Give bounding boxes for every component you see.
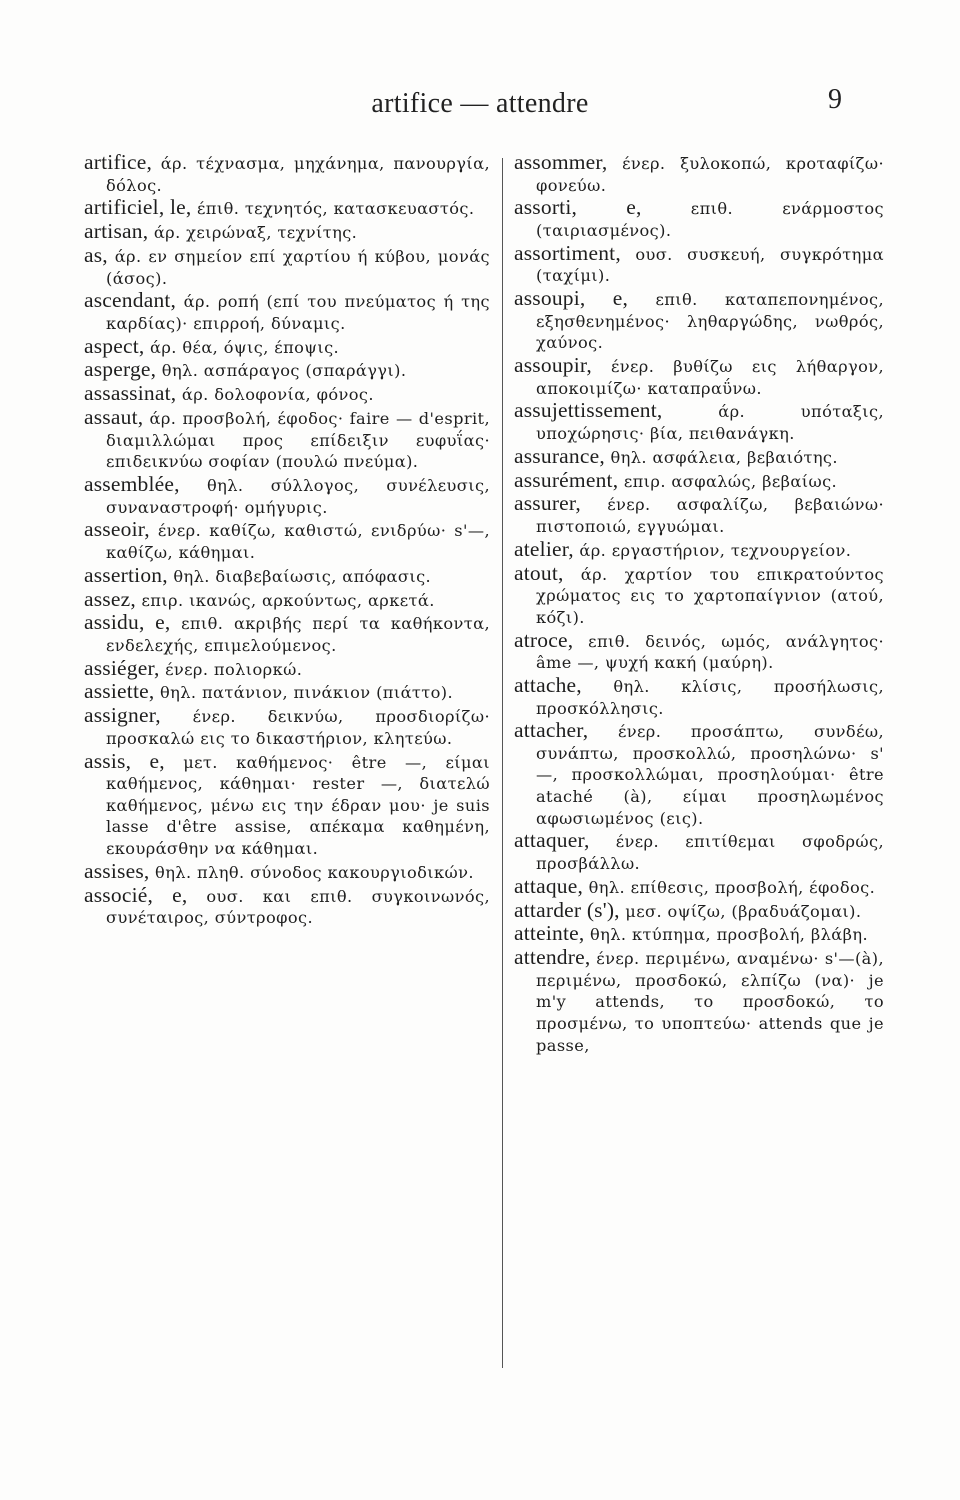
dictionary-entry (84, 655, 490, 681)
dictionary-entry (84, 359, 490, 382)
entry-headword: associé, e, (84, 882, 188, 907)
entry-definition: ένερ. περιμένω, αναμένω· s'—(à), περιμένω, προσδοκώ, ελπίζω (να)· je m'y attends, το προσδοκώ, το προσμένω, το υποπτεύω· attends que je passe, (536, 949, 884, 1055)
dictionary-entry (84, 519, 490, 563)
dictionary-entry (514, 897, 884, 923)
entry-headword: assiette, (84, 679, 155, 704)
dictionary-entry (84, 748, 490, 860)
dictionary-entry (84, 290, 490, 334)
entry-headword: assertion, (84, 562, 168, 587)
entry-headword: assez, (84, 586, 136, 611)
entry-definition: θηλ. πατάνιον, πινάκιον (πιάττο). (154, 683, 454, 703)
dictionary-entry (84, 407, 490, 473)
entry-definition: ένερ. βυθίζω εις λήθαργον, αποκοιμίζω· καταπραΰνω. (536, 357, 884, 398)
entry-headword: atout, (514, 560, 564, 585)
entry-headword: attache, (514, 672, 582, 697)
entry-definition: επιθ. ακριβής περί τα καθήκοντα, ενδελεχής, επιμελούμενος. (106, 614, 490, 655)
entry-definition: άρ. ροπή (επί του πνεύματος ή της καρδίας)· επιρροή, δύναμις. (106, 292, 490, 333)
entry-headword: artisan, (84, 219, 149, 244)
entry-definition: άρ. τέχνασμα, μηχάνημα, πανουργία, δόλος. (106, 154, 490, 195)
entry-headword: assurance, (514, 443, 605, 468)
entry-definition: ένερ. προσάπτω, συνδέω, συνάπτω, προσκολλώ, προσηλώνω· s' —, προσκολλώμαι, προσηλούμαι· être ataché (à), είμαι προσηλωμένος αφωσιωμένος (εις). (536, 722, 884, 828)
entry-definition: θηλ. ασπάραγος (σπαράγγι). (156, 361, 407, 381)
dictionary-entry (514, 672, 884, 719)
page-header (0, 84, 960, 128)
entry-definition: ένερ. δεικνύω, προσδιορίζω· προσκαλώ εις το δικαστήριον, κλητεύω. (106, 707, 490, 748)
entry-definition: άρ. εν σημείον επί χαρτίου ή κύβου, μονάς (άσος). (106, 246, 490, 288)
entry-definition: ένερ. επιτίθεμαι σφοδρώς, προσβάλλω. (536, 832, 884, 874)
entry-headword: assidu, e, (84, 610, 171, 635)
dictionary-entry (514, 873, 884, 899)
entry-headword: as, (84, 242, 108, 267)
entry-headword: assorti, e, (514, 195, 642, 220)
dictionary-entry (514, 400, 884, 444)
entry-headword: attacher, (514, 718, 589, 743)
entry-headword: assurément, (514, 467, 619, 492)
dictionary-entry (84, 612, 490, 656)
entry-headword: asperge, (84, 357, 157, 382)
dictionary-entry (514, 536, 884, 562)
dictionary-entry (84, 221, 490, 244)
entry-definition: ουσ. και επιθ. συγκοινωνός, συνέταιρος, σύντροφος. (106, 886, 490, 928)
entry-headword: assoupi, e, (514, 286, 629, 311)
dictionary-entry (514, 830, 884, 874)
entry-headword: assommer, (514, 150, 608, 174)
entry-headword: assujettissement, (514, 398, 663, 423)
dictionary-entry (84, 474, 490, 518)
dictionary-entry (84, 197, 490, 220)
left-column (84, 152, 490, 930)
entry-headword: assurer, (514, 491, 582, 516)
entry-definition: θηλ. διαβεβαίωσις, απόφασις. (167, 566, 432, 586)
dictionary-entry (84, 152, 490, 196)
dictionary-entry (84, 242, 490, 289)
entry-definition: άρ. χειρώναξ, τεχνίτης. (148, 223, 358, 243)
entry-definition: μετ. καθήμενος· être —, είμαι καθήμενος, κάθημαι· rester —, διατελώ καθήμενος, μένω εις την έδραν μου· je suis lasse d'être assise, απέκαμα καθημένη, εκουράσθην να κάθημαι. (106, 752, 490, 858)
dictionary-entry (514, 560, 884, 629)
entry-definition: άρ. εργαστήριον, τεχνουργείον. (573, 540, 852, 560)
dictionary-entry (84, 333, 490, 359)
dictionary-entry (514, 152, 884, 196)
entry-definition: άρ. προσβολή, έφοδος· faire — d'esprit, διαμιλλώμαι προς επίδειξιν ευφυΐας· επιδεικνύω σοφίαν (πουλώ πνεύμα). (106, 409, 490, 472)
entry-headword: assemblée, (84, 472, 180, 496)
entry-headword: assassinat, (84, 381, 177, 406)
entry-definition: επιθ. ενάρμοστος (ταιριασμένος). (536, 199, 884, 240)
entry-definition: επιρ. ασφαλώς, βεβαίως. (618, 471, 838, 491)
entry-headword: attaquer, (514, 828, 590, 853)
dictionary-entry (514, 493, 884, 537)
entry-headword: attaque, (514, 873, 584, 898)
entry-definition: άρ. χαρτίον του επικρατούντος χρώματος εις το χαρτοπαίγνιον (ατού, κόζι). (536, 564, 884, 627)
dictionary-entry (514, 923, 884, 946)
entry-definition: ένερ. ασφαλίζω, βεβαιώνω· πιστοποιώ, εγγυώμαι. (536, 495, 884, 536)
entry-headword: assortiment, (514, 240, 621, 265)
dictionary-entry (514, 240, 884, 287)
dictionary-entry (84, 586, 490, 612)
entry-definition: θηλ. σύλλογος, συνέλευσις, συναναστροφή· ομήγυρις. (106, 476, 490, 517)
entry-headword: ascendant, (84, 288, 177, 313)
dictionary-entry (514, 288, 884, 354)
entry-headword: assiéger, (84, 655, 160, 680)
dictionary-entry (84, 858, 490, 884)
dictionary-entry (514, 355, 884, 399)
entry-headword: assigner, (84, 703, 161, 728)
dictionary-entry (514, 467, 884, 493)
entry-definition: θηλ. κλίσις, προσήλωσις, προσκόλλησις. (536, 676, 884, 718)
entry-definition: άρ. δολοφονία, φόνος. (176, 385, 374, 405)
entry-headword: atteinte, (514, 921, 585, 946)
entry-definition: θηλ. κτύπημα, προσβολή, βλάβη. (584, 925, 869, 945)
entry-headword: attarder (s'), (514, 897, 620, 922)
entry-definition: θηλ. ασφάλεια, βεβαιότης. (604, 447, 838, 467)
entry-headword: attendre, (514, 945, 591, 970)
dictionary-entry (514, 720, 884, 829)
entry-headword: asseoir, (84, 517, 150, 542)
entry-definition: θηλ. πληθ. σύνοδος κακουργιοδικών. (149, 862, 474, 882)
entry-definition: ένερ. πολιορκώ. (159, 659, 303, 679)
dictionary-entry (84, 383, 490, 406)
dictionary-entry (514, 443, 884, 469)
page-number: 9 (828, 84, 842, 115)
entry-definition: θηλ. επίθεσις, προσβολή, έφοδος. (583, 877, 876, 897)
dictionary-entry (514, 627, 884, 674)
running-head: artifice — attendre (371, 88, 589, 119)
entry-definition: επιρ. ικανώς, αρκούντως, αρκετά. (135, 590, 435, 610)
entry-headword: assis, e, (84, 748, 165, 773)
dictionary-entry (84, 882, 490, 929)
entry-definition: ένερ. ξυλοκοπώ, κροταφίζω· φονεύω. (536, 154, 884, 195)
entry-headword: assaut, (84, 405, 144, 430)
dictionary-entry (84, 562, 490, 588)
entry-definition: έπιθ. τεχνητός, κατασκευαστός. (191, 199, 475, 219)
entry-definition: ένερ. καθίζω, καθιστώ, ενιδρύω· s'—, καθίζω, κάθημαι. (106, 521, 490, 562)
entry-definition: άρ. υπόταξις, υποχώρησις· βία, πειθανάγκη. (536, 402, 884, 444)
dictionary-entry (514, 197, 884, 241)
dictionary-entry (84, 681, 490, 704)
right-column (514, 152, 884, 1057)
entry-headword: artifice, (84, 150, 153, 174)
entry-headword: atelier, (514, 536, 574, 561)
entry-definition: άρ. θέα, όψις, έποψις. (144, 337, 340, 357)
entry-headword: assises, (84, 858, 150, 883)
column-divider (502, 158, 503, 1368)
entry-definition: ουσ. συσκευή, συγκρότημα (ταχίμι). (536, 244, 884, 286)
entry-headword: aspect, (84, 333, 145, 358)
dictionary-entry (84, 705, 490, 749)
entry-headword: artificiel, le, (84, 195, 192, 220)
entry-definition: επιθ. δεινός, ωμός, ανάλγητος· âme —, ψυχή κακή (μαύρη). (536, 631, 884, 673)
entry-definition: μεσ. οψίζω, (βραδυάζομαι). (619, 901, 862, 921)
entry-headword: atroce, (514, 627, 574, 652)
entry-definition: επιθ. καταπεπονημένος, εξησθενημένος· ληθαργώδης, νωθρός, χαύνος. (536, 290, 885, 353)
entry-headword: assoupir, (514, 353, 592, 378)
dictionary-entry (514, 947, 884, 1056)
